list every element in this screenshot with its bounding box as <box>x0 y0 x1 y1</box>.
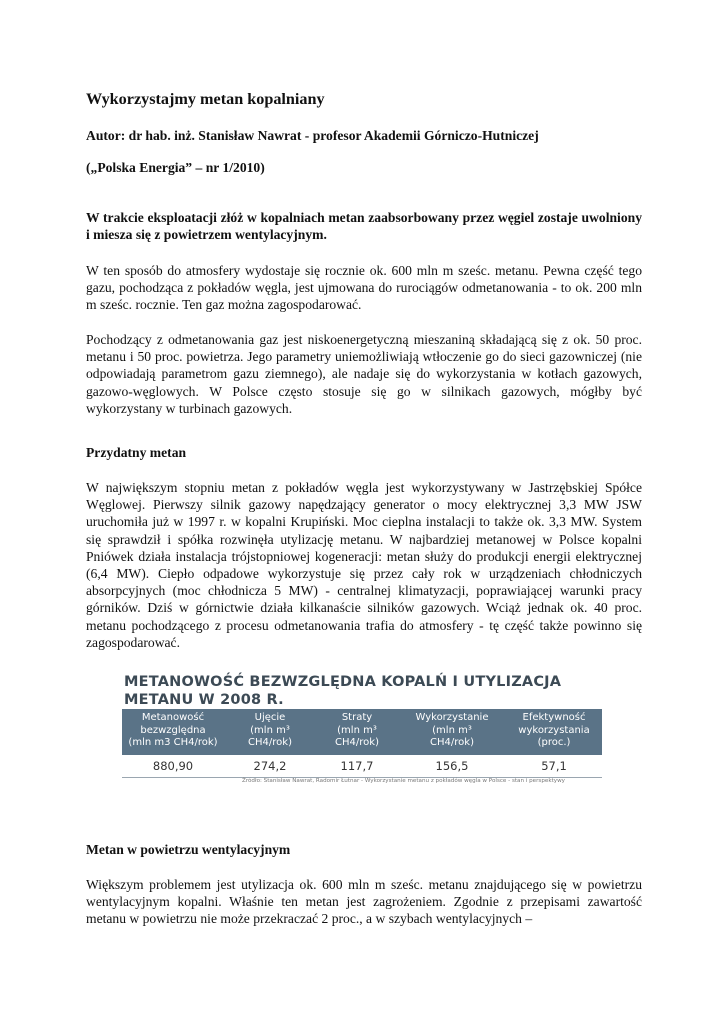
column-header: Ujęcie (mln m³ CH4/rok) <box>248 712 292 749</box>
table-cell: 156,5 <box>435 759 469 773</box>
source-line: („Polska Energia” – nr 1/2010) <box>86 160 265 175</box>
column-header: Metanowość bezwzględna (mln m3 CH4/rok) <box>128 712 218 749</box>
column-header: Straty (mln m³ CH4/rok) <box>335 712 379 749</box>
author-line: Autor: dr hab. inż. Stanisław Nawrat - profesor Akademii Górniczo-Hutniczej <box>86 128 539 143</box>
lead-paragraph: W trakcie eksploatacji złóż w kopalniach metan zaabsorbowany przez węgiel zostaje uwolniony i miesza się z powietrzem wentylacyjnym. <box>86 210 642 243</box>
methane-table-figure <box>118 664 606 794</box>
section-heading: Metan w powietrzu wentylacyjnym <box>86 842 291 857</box>
table-cell: 57,1 <box>541 759 567 773</box>
data-table <box>122 709 602 787</box>
table-row <box>122 755 602 778</box>
paragraph: W największym stopniu metan z pokładów węgla jest wykorzystywany w Jastrzębskiej Spółce Węglowej. Pierwszy silnik gazowy napędzający generator o mocy elektrycznej 3,3 MW JSW uruchomiła już w 1997 r. w kopalni Krupiński. Moc cieplna instalacji to także ok. 3,3 MW. System się sprawdził i spółka rozwinęła utylizację metanu. W najbardziej metanowej w Polsce kopalni Pniówek działa instalacja trójstopniowej kogeneracji: metan służy do produkcji energii elektrycznej (6,4 MW). Ciepło odpadowe wykorzystuje się przez cały rok w urządzeniach chłodniczych absorpcyjnych (moc chłodnicza 5 MW) - centralnej klimatyzacji, poprawiającej warunki pracy górników. Dziś w górnictwie działa kilkanaście silników gazowych. Wciąż jednak ok. 40 proc. metanu pochodzącego z procesu odmetanowania trafia do atmosfery - tę część także powinno się zagospodarować. <box>86 480 642 650</box>
section-heading: Przydatny metan <box>86 445 187 460</box>
paragraph: W ten sposób do atmosfery wydostaje się rocznie ok. 600 mln m sześc. metanu. Pewna część tego gazu, pochodząca z pokładów węgla, jest ujmowana do rurociągów odmetanowania - to ok. 200 mln m sześc. rocznie. Ten gaz można zagospodarować. <box>86 263 642 313</box>
figure-title-line: METANOWOŚĆ BEZWZGLĘDNA KOPALŃ I UTYLIZACJA <box>124 674 562 690</box>
figure-title-line: METANU W 2008 R. <box>124 692 284 708</box>
table-cell: 274,2 <box>253 759 287 773</box>
column-header: Efektywność wykorzystania (proc.) <box>518 712 590 749</box>
table-cell: 117,7 <box>340 759 374 773</box>
article-title: Wykorzystajmy metan kopalniany <box>86 90 325 108</box>
figure-title <box>124 673 594 709</box>
paragraph: Większym problemem jest utylizacja ok. 600 mln m sześc. metanu znajdującego się w powietrzu wentylacyjnym kopalni. Właśnie ten metan jest zagrożeniem. Zgodnie z przepisami zawartość metanu w powietrzu nie może przekraczać 2 proc., a w szybach wentylacyjnych – <box>86 877 642 927</box>
table-cell: 880,90 <box>152 759 194 773</box>
table-source-note: Źródło: Stanisław Nawrat, Radomir Łutnar - Wykorzystanie metanu z pokładów węgla w Polsce - stan i perspektywy <box>242 778 565 784</box>
table-header-row <box>122 709 602 755</box>
paragraph: Pochodzący z odmetanowania gaz jest niskoenergetyczną mieszaniną składającą się z ok. 50 proc. metanu i 50 proc. powietrza. Jego parametry uniemożliwiają wtłoczenie go do sieci gazowniczej (nie odpowiadają parametrom gazu ziemnego), ale nadaje się do wykorzystania w kotłach gazowych, gazowo-węglowych. W Polsce często stosuje się go w silnikach gazowych, mógłby być wykorzystany w turbinach gazowych. <box>86 332 642 416</box>
column-header: Wykorzystanie (mln m³ CH4/rok) <box>415 712 489 749</box>
